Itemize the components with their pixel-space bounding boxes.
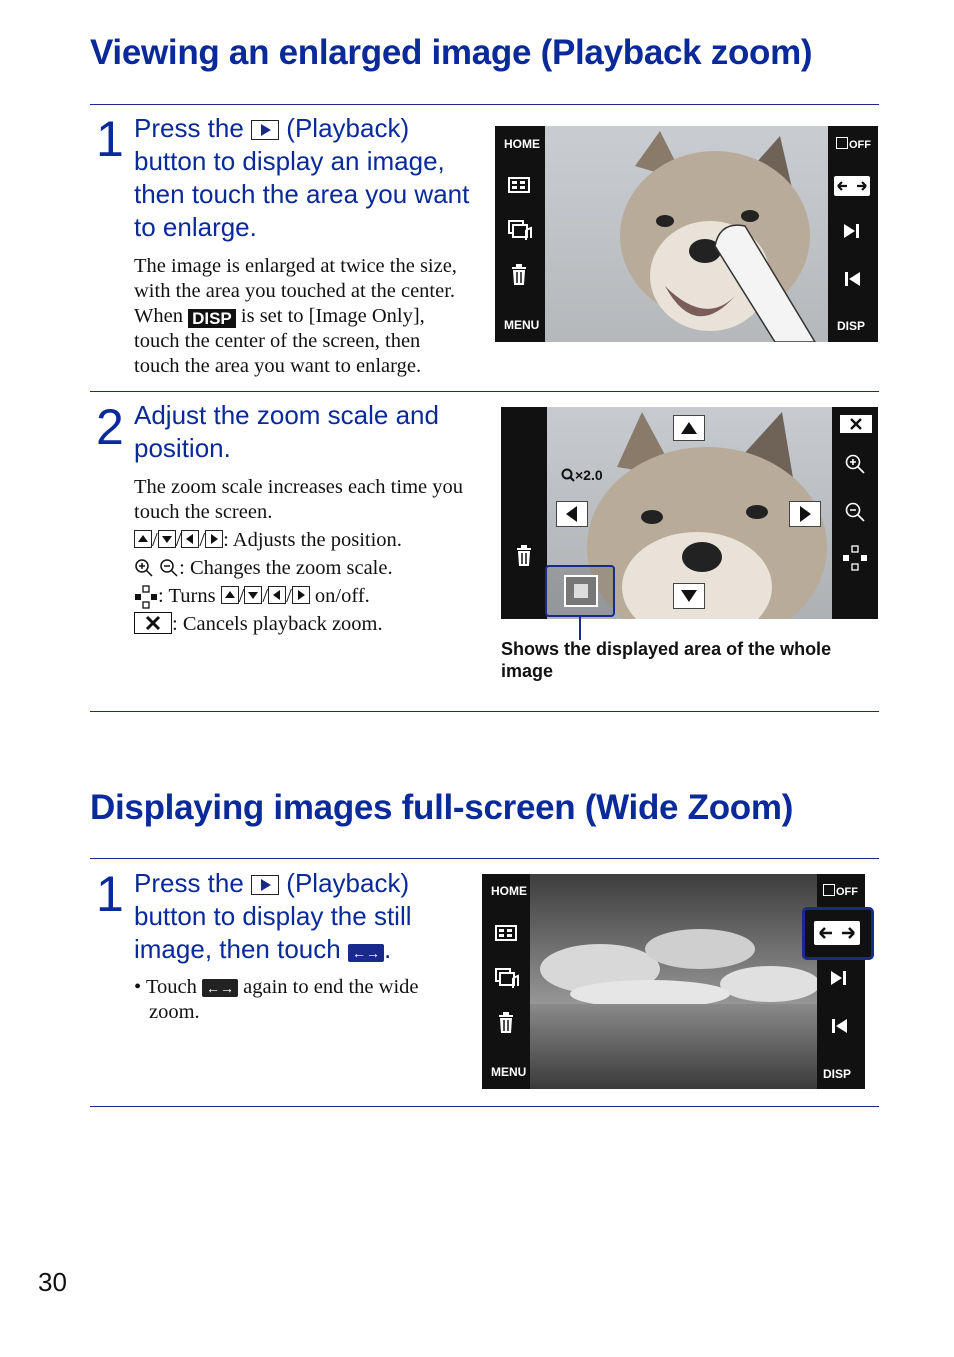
body-line: : Adjusts the position.	[223, 529, 402, 551]
grid-icon	[823, 884, 835, 896]
camera-screen-playback	[495, 126, 878, 342]
wide-zoom-icon: ←→	[202, 979, 238, 997]
next-image-icon[interactable]	[842, 222, 862, 240]
trash-icon[interactable]	[515, 545, 533, 567]
step-body	[134, 475, 499, 637]
scroll-down-button[interactable]	[673, 583, 705, 609]
right-panel	[832, 407, 878, 619]
heading-text: Press the	[134, 113, 244, 143]
page-number: 30	[38, 1267, 67, 1297]
step-number: 1	[96, 111, 124, 167]
caption-line: Shows the displayed area of the whole	[501, 639, 832, 659]
down-arrow-icon	[158, 530, 176, 548]
zoom-out-icon[interactable]	[844, 501, 866, 523]
display-off-button[interactable]	[836, 137, 871, 151]
off-label: OFF	[836, 886, 858, 898]
up-arrow-icon	[134, 530, 152, 548]
previous-image-icon[interactable]	[842, 270, 862, 288]
bullet-line: Touch	[145, 976, 197, 998]
magnifier-icon	[561, 468, 575, 482]
body-line: When	[134, 305, 183, 327]
left-panel	[501, 407, 547, 619]
section-rule	[90, 104, 879, 105]
step-number: 2	[96, 399, 124, 455]
left-arrow-icon	[557, 502, 587, 526]
next-image-icon[interactable]	[829, 969, 849, 987]
step-heading: Press the (Playback) button to display the still image, then touch ←→ .	[134, 867, 479, 966]
right-arrow-icon	[205, 530, 223, 548]
toggle-line: : Turns / / / on/off.	[134, 584, 499, 609]
dog-illustration	[545, 126, 828, 342]
menu-button[interactable]: MENU	[504, 318, 540, 332]
bullet-line: again to end the wide	[243, 976, 419, 998]
scroll-up-button[interactable]	[673, 415, 705, 441]
home-button[interactable]: HOME	[491, 884, 527, 898]
body-line: The image is enlarged at twice the size,	[134, 255, 457, 277]
grid-icon	[836, 137, 848, 149]
body-line: : Cancels playback zoom.	[172, 613, 383, 635]
wide-zoom-icon	[814, 921, 860, 945]
zoom-in-icon[interactable]	[844, 453, 866, 475]
cancel-zoom-button[interactable]	[840, 415, 872, 433]
wide-zoom-icon	[834, 176, 870, 196]
trash-icon[interactable]	[497, 1012, 515, 1034]
disp-icon: DISP	[188, 309, 236, 328]
heading-text: button to display the still	[134, 901, 412, 931]
step-divider	[90, 391, 879, 392]
scroll-right-button[interactable]	[789, 501, 821, 527]
step-body	[134, 254, 494, 379]
down-arrow-icon	[674, 584, 704, 608]
section-rule	[90, 858, 879, 859]
body-line: is set to [Image Only],	[240, 305, 425, 327]
step-number: 1	[96, 866, 124, 922]
disp-button[interactable]: DISP	[823, 1067, 852, 1081]
heading-text: Adjust the zoom scale and	[134, 400, 439, 430]
section-title-playback-zoom: Viewing an enlarged image (Playback zoom)	[90, 33, 813, 72]
down-arrow-icon	[244, 586, 262, 604]
disp-button[interactable]: DISP	[837, 319, 866, 333]
heading-text: (Playback)	[286, 113, 410, 143]
zoom-out-icon	[159, 558, 179, 578]
arrow-toggle-icon[interactable]	[842, 545, 868, 571]
body-line: touch the screen.	[134, 501, 273, 523]
index-icon[interactable]	[508, 177, 530, 193]
zoom-indicator	[561, 467, 603, 483]
close-icon	[134, 612, 172, 634]
left-arrow-icon	[181, 530, 199, 548]
body-line: touch the area you want to enlarge.	[134, 355, 422, 377]
up-arrow-icon	[674, 416, 704, 440]
heading-text: Press the	[134, 868, 244, 898]
step-heading	[134, 399, 494, 465]
camera-screen-zoom	[501, 407, 878, 619]
arrow-toggle-icon	[134, 585, 158, 609]
body-line: : Changes the zoom scale.	[179, 557, 393, 579]
right-panel	[828, 126, 878, 342]
field-illustration	[530, 874, 817, 1089]
left-panel	[495, 126, 545, 342]
navigation-preview	[545, 565, 615, 617]
wide-zoom-icon: ←→	[348, 944, 384, 962]
left-panel	[482, 874, 530, 1089]
playback-button-icon	[251, 875, 279, 895]
wide-zoom-button[interactable]	[814, 921, 860, 945]
trash-icon[interactable]	[510, 264, 528, 286]
bullet-line: zoom.	[149, 1001, 200, 1023]
zoom-line	[134, 556, 499, 581]
menu-button[interactable]: MENU	[491, 1065, 527, 1079]
callout-line	[579, 617, 581, 640]
caption	[501, 638, 878, 682]
bullet-mark: •	[134, 976, 142, 998]
close-icon	[840, 415, 872, 433]
right-arrow-icon	[292, 586, 310, 604]
heading-text: (Playback)	[286, 868, 410, 898]
heading-text: button to display an image,	[134, 146, 445, 176]
scroll-left-button[interactable]	[556, 501, 588, 527]
off-label: OFF	[849, 139, 871, 151]
wide-zoom-button[interactable]	[834, 176, 870, 196]
index-icon[interactable]	[495, 925, 517, 941]
caption-line: image	[501, 661, 554, 681]
bullet-text	[134, 975, 474, 1025]
dog-photo	[545, 126, 828, 342]
home-button[interactable]: HOME	[504, 137, 540, 151]
section-title-wide-zoom: Displaying images full-screen (Wide Zoom)	[90, 788, 794, 827]
body-line: with the area you touched at the center.	[134, 280, 456, 302]
body-line: The zoom scale increases each time you	[134, 476, 463, 498]
zoom-level: ×2.0	[575, 467, 603, 483]
zoom-in-icon	[134, 558, 154, 578]
cancel-line	[134, 612, 499, 637]
body-line: on/off.	[314, 585, 370, 607]
step-heading	[134, 112, 494, 244]
display-area-box	[564, 575, 598, 607]
right-arrow-icon	[790, 502, 820, 526]
display-area-indicator	[574, 584, 588, 598]
heading-text: position.	[134, 433, 231, 463]
playback-button-icon	[251, 120, 279, 140]
up-arrow-icon	[221, 586, 239, 604]
section-end-rule	[90, 1106, 879, 1107]
arrows-line: / / / : Adjusts the position.	[134, 528, 499, 553]
section-end-rule	[90, 711, 879, 712]
field-photo	[530, 874, 817, 1089]
left-arrow-icon	[268, 586, 286, 604]
body-line: touch the center of the screen, then	[134, 330, 421, 352]
slideshow-icon[interactable]	[495, 968, 521, 992]
camera-screen-wide	[482, 874, 865, 1089]
previous-image-icon[interactable]	[829, 1017, 849, 1035]
heading-text: to enlarge.	[134, 212, 257, 242]
body-line: : Turns	[158, 585, 216, 607]
display-off-button[interactable]	[823, 884, 858, 898]
heading-text: image, then touch	[134, 934, 341, 964]
slideshow-icon[interactable]	[508, 220, 534, 244]
heading-text: then touch the area you want	[134, 179, 470, 209]
wide-zoom-highlight	[802, 907, 874, 960]
